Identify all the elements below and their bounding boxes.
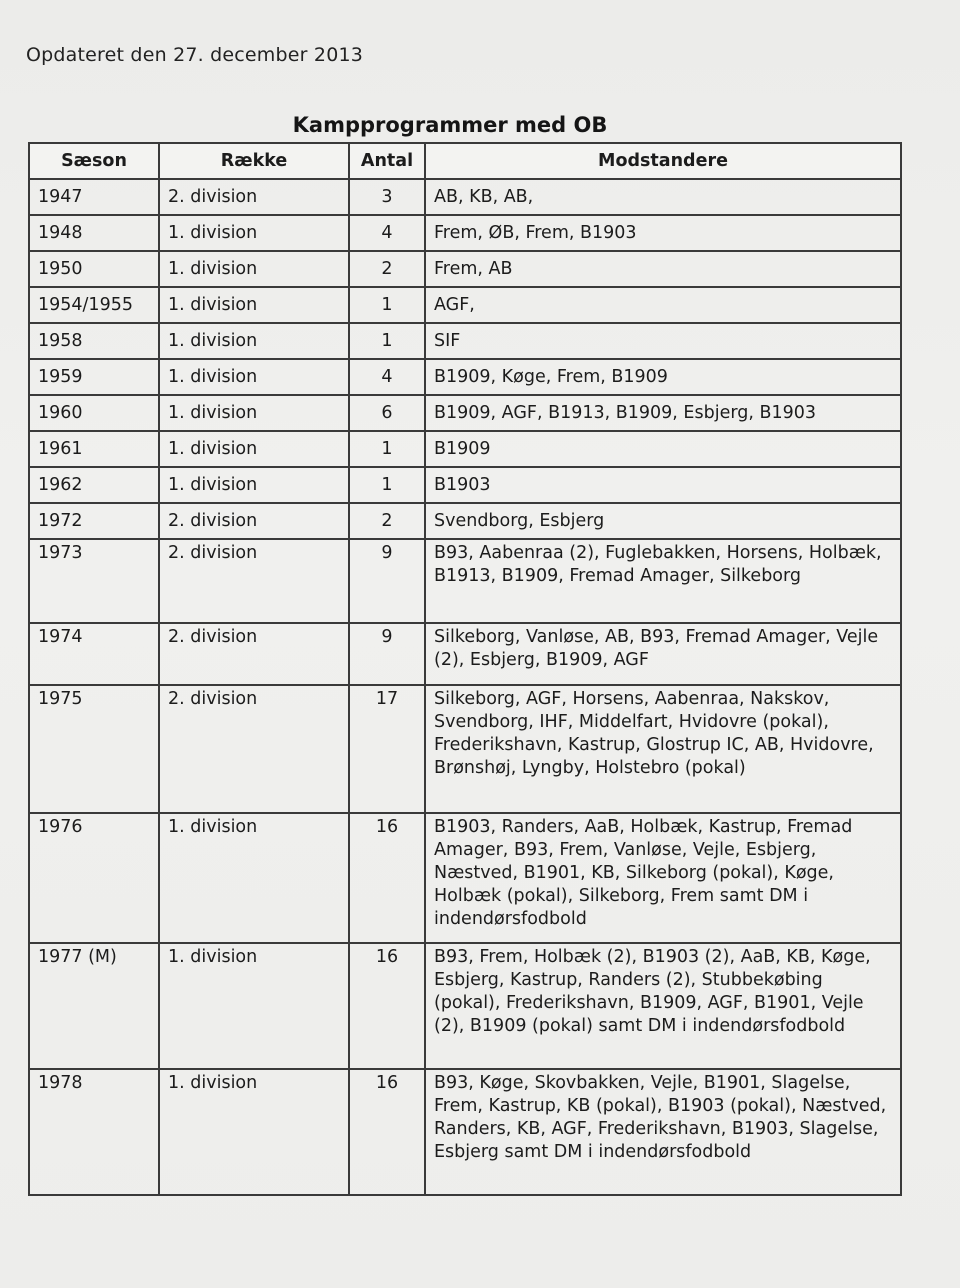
division-cell: 1. division <box>159 813 349 943</box>
match-program-table-wrap <box>28 142 900 1196</box>
table-row <box>29 943 901 1069</box>
season-cell: 1961 <box>29 431 159 467</box>
opponents-cell: Frem, AB <box>425 251 901 287</box>
season-cell: 1977 (M) <box>29 943 159 1069</box>
season-cell: 1962 <box>29 467 159 503</box>
table-row <box>29 685 901 813</box>
table-row <box>29 623 901 685</box>
season-cell: 1950 <box>29 251 159 287</box>
division-cell: 1. division <box>159 215 349 251</box>
division-cell: 1. division <box>159 287 349 323</box>
opponents-cell: B93, Køge, Skovbakken, Vejle, B1901, Slagelse, Frem, Kastrup, KB (pokal), B1903 (pokal), Næstved, Randers, KB, AGF, Frederikshavn, B1903, Slagelse, Esbjerg samt DM i indendørsfodbold <box>425 1069 901 1195</box>
opponents-cell: Silkeborg, Vanløse, AB, B93, Fremad Amager, Vejle (2), Esbjerg, B1909, AGF <box>425 623 901 685</box>
season-cell: 1959 <box>29 359 159 395</box>
table-row <box>29 251 901 287</box>
count-cell: 2 <box>349 251 425 287</box>
column-header-season: Sæson <box>29 143 159 179</box>
opponents-cell: B1903, Randers, AaB, Holbæk, Kastrup, Fremad Amager, B93, Frem, Vanløse, Vejle, Esbjerg, Næstved, B1901, KB, Silkeborg (pokal), Køge, Holbæk (pokal), Silkeborg, Frem samt DM i indendørsfodbold <box>425 813 901 943</box>
count-cell: 2 <box>349 503 425 539</box>
table-caption: Kampprogrammer med OB <box>292 113 608 137</box>
season-cell: 1973 <box>29 539 159 623</box>
division-cell: 2. division <box>159 685 349 813</box>
count-cell: 16 <box>349 1069 425 1195</box>
division-cell: 2. division <box>159 179 349 215</box>
division-cell: 1. division <box>159 395 349 431</box>
season-cell: 1978 <box>29 1069 159 1195</box>
table-row <box>29 179 901 215</box>
opponents-cell: SIF <box>425 323 901 359</box>
division-cell: 1. division <box>159 943 349 1069</box>
division-cell: 1. division <box>159 323 349 359</box>
season-cell: 1976 <box>29 813 159 943</box>
table-row <box>29 1069 901 1195</box>
count-cell: 4 <box>349 215 425 251</box>
count-cell: 17 <box>349 685 425 813</box>
table-header-row <box>29 143 901 179</box>
opponents-cell: B1909 <box>425 431 901 467</box>
column-header-count: Antal <box>349 143 425 179</box>
season-cell: 1975 <box>29 685 159 813</box>
division-cell: 1. division <box>159 467 349 503</box>
opponents-cell: AB, KB, AB, <box>425 179 901 215</box>
season-cell: 1960 <box>29 395 159 431</box>
division-cell: 1. division <box>159 359 349 395</box>
count-cell: 1 <box>349 323 425 359</box>
season-cell: 1954/1955 <box>29 287 159 323</box>
opponents-cell: AGF, <box>425 287 901 323</box>
count-cell: 16 <box>349 813 425 943</box>
count-cell: 1 <box>349 287 425 323</box>
table-body <box>29 179 901 1195</box>
division-cell: 1. division <box>159 1069 349 1195</box>
count-cell: 9 <box>349 539 425 623</box>
season-cell: 1974 <box>29 623 159 685</box>
column-header-division: Række <box>159 143 349 179</box>
column-header-opponents: Modstandere <box>425 143 901 179</box>
count-cell: 6 <box>349 395 425 431</box>
table-row <box>29 813 901 943</box>
opponents-cell: Svendborg, Esbjerg <box>425 503 901 539</box>
season-cell: 1948 <box>29 215 159 251</box>
opponents-cell: Frem, ØB, Frem, B1903 <box>425 215 901 251</box>
division-cell: 2. division <box>159 623 349 685</box>
updated-date-text: Opdateret den 27. december 2013 <box>26 44 364 66</box>
table-row <box>29 359 901 395</box>
opponents-cell: Silkeborg, AGF, Horsens, Aabenraa, Nakskov, Svendborg, IHF, Middelfart, Hvidovre (pokal), Frederikshavn, Kastrup, Glostrup IC, AB, Hvidovre, Brønshøj, Lyngby, Holstebro (pokal) <box>425 685 901 813</box>
table-row <box>29 323 901 359</box>
opponents-cell: B1909, AGF, B1913, B1909, Esbjerg, B1903 <box>425 395 901 431</box>
table-row <box>29 431 901 467</box>
opponents-cell: B1903 <box>425 467 901 503</box>
division-cell: 2. division <box>159 539 349 623</box>
count-cell: 1 <box>349 467 425 503</box>
table-row <box>29 215 901 251</box>
table-row <box>29 539 901 623</box>
count-cell: 4 <box>349 359 425 395</box>
table-row <box>29 503 901 539</box>
match-program-table <box>28 142 902 1196</box>
table-row <box>29 395 901 431</box>
count-cell: 9 <box>349 623 425 685</box>
season-cell: 1958 <box>29 323 159 359</box>
opponents-cell: B1909, Køge, Frem, B1909 <box>425 359 901 395</box>
count-cell: 1 <box>349 431 425 467</box>
division-cell: 2. division <box>159 503 349 539</box>
table-row <box>29 287 901 323</box>
season-cell: 1947 <box>29 179 159 215</box>
table-row <box>29 467 901 503</box>
division-cell: 1. division <box>159 431 349 467</box>
division-cell: 1. division <box>159 251 349 287</box>
season-cell: 1972 <box>29 503 159 539</box>
count-cell: 3 <box>349 179 425 215</box>
opponents-cell: B93, Frem, Holbæk (2), B1903 (2), AaB, KB, Køge, Esbjerg, Kastrup, Randers (2), Stubbekøbing (pokal), Frederikshavn, B1909, AGF, B1901, Vejle (2), B1909 (pokal) samt DM i indendørsfodbold <box>425 943 901 1069</box>
opponents-cell: B93, Aabenraa (2), Fuglebakken, Horsens, Holbæk, B1913, B1909, Fremad Amager, Silkeborg <box>425 539 901 623</box>
count-cell: 16 <box>349 943 425 1069</box>
